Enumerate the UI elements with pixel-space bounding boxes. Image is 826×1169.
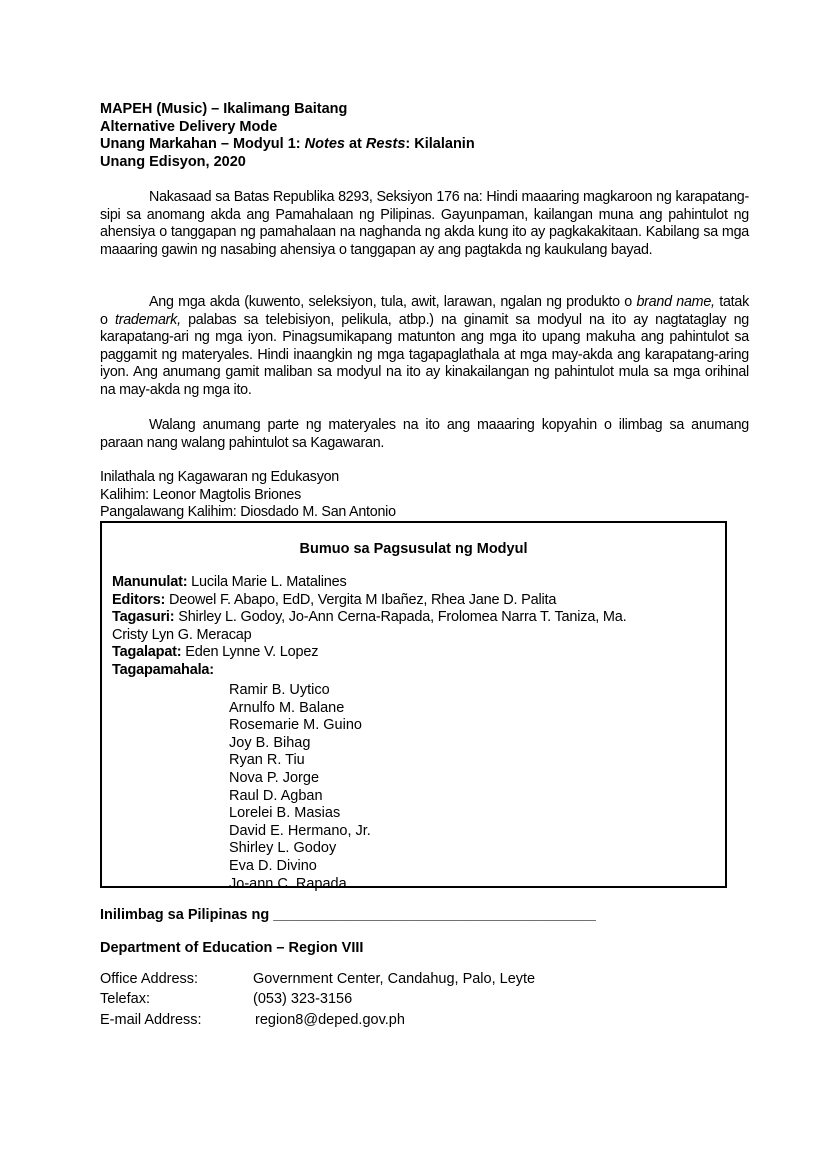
email-row: E-mail Address: region8@deped.gov.ph [100, 1010, 535, 1030]
department-heading: Department of Education – Region VIII [100, 940, 364, 956]
manager-name: Raul D. Agban [229, 787, 323, 804]
telefax-row: Telefax: (053) 323-3156 [100, 991, 353, 1008]
subject-title: MAPEH (Music) – Ikalimang Baitang [100, 101, 348, 117]
manager-name: David E. Hermano, Jr. [229, 822, 371, 839]
delivery-mode: Alternative Delivery Mode [100, 118, 278, 135]
manager-name: Rosemarie M. Guino [229, 717, 362, 734]
module-title-block [100, 101, 475, 171]
managers-row: Tagapamahala: [112, 661, 214, 678]
manager-name: Eva D. Divino [229, 857, 317, 874]
reviewers-row-cont: Cristy Lyn G. Meracap [112, 626, 252, 643]
publisher-block [100, 469, 396, 522]
manager-name: Jo-ann C. Rapada [229, 875, 347, 892]
reviewers-row: Tagasuri: Shirley L. Godoy, Jo-Ann Cerna-Rapada, Frolomea Narra T. Taniza, Ma. [112, 609, 627, 626]
email-link[interactable]: region8@deped.gov.ph [255, 1011, 405, 1028]
reproduction-paragraph: Walang anumang parte ng materyales na ito ang maaaring kopyahin o ilimbag sa anumang paraan nang walang pahintulot sa Kagawaran. [100, 417, 749, 451]
manager-name: Ramir B. Uytico [229, 682, 330, 698]
undersecretary-line: Pangalawang Kalihim: Diosdado M. San Antonio [100, 504, 396, 520]
printed-in-line: Inilimbag sa Pilipinas ng ________________________________________ [100, 907, 596, 923]
illustrator-row: Tagalapat: Eden Lynne V. Lopez [112, 644, 319, 661]
trademark-paragraph: Ang mga akda (kuwento, seleksiyon, tula, awit, larawan, ngalan ng produkto o brand name, tatak o trademark, palabas sa telebisiyon, pelikula, atbp.) na ginamit sa modyul na ito ay nagtataglay ng karapatang-ari ng mga iyon. Pinagsumikapang matunton ang mga ito upang makuha ang pahintulot sa paggamit ng materyales. Hindi inaangkin ng mga tagapaglathala at mga may-akda ang karapatang-aring iyon. Ang anumang gamit maliban sa modyul na ito ay kinakailangan ng pahintulot mula sa mga orihinal na may-akda ng mga ito. [100, 294, 749, 398]
manager-name: Shirley L. Godoy [229, 840, 337, 857]
credits-list [112, 574, 626, 680]
editors-row: Editors: Deowel F. Abapo, EdD, Vergita M Ibañez, Rhea Jane D. Palita [112, 591, 557, 608]
copyright-paragraph: Nakasaad sa Batas Republika 8293, Seksiyon 176 na: Hindi maaaring magkaroon ng karapatang-sipi sa anomang akda ang Pamahalaan ng Pilipinas. Gayunpaman, kailangan muna ang pahintulot ng ahensiya o tanggapan ng pamahalaan na naghanda ng akda kung ito ay pagkakakitaan. Kabilang sa mga maaaring gawin ng nasabing ahensiya o tanggapan ay ang pagtakda ng kaukulang bayad. [100, 189, 749, 258]
office-address-row: Office Address: Government Center, Candahug, Palo, Leyte [100, 971, 536, 987]
secretary-line: Kalihim: Leonor Magtolis Briones [100, 486, 301, 503]
publisher-line: Inilathala ng Kagawaran ng Edukasyon [100, 469, 339, 485]
manager-name: Ryan R. Tiu [229, 752, 305, 769]
manager-name: Lorelei B. Masias [229, 805, 341, 822]
module-title: Unang Markahan – Modyul 1: Notes at Rests: Kilalanin [100, 136, 475, 152]
managers-list [229, 682, 371, 893]
manager-name: Arnulfo M. Balane [229, 699, 345, 716]
edition: Unang Edisyon, 2020 [100, 153, 246, 170]
manager-name: Nova P. Jorge [229, 769, 320, 786]
credits-box [100, 521, 727, 892]
credits-title: Bumuo sa Pagsusulat ng Modyul [299, 541, 528, 557]
contact-block [100, 969, 535, 1030]
manager-name: Joy B. Bihag [229, 734, 311, 751]
writer-row: Manunulat: Lucila Marie L. Matalines [112, 574, 347, 590]
